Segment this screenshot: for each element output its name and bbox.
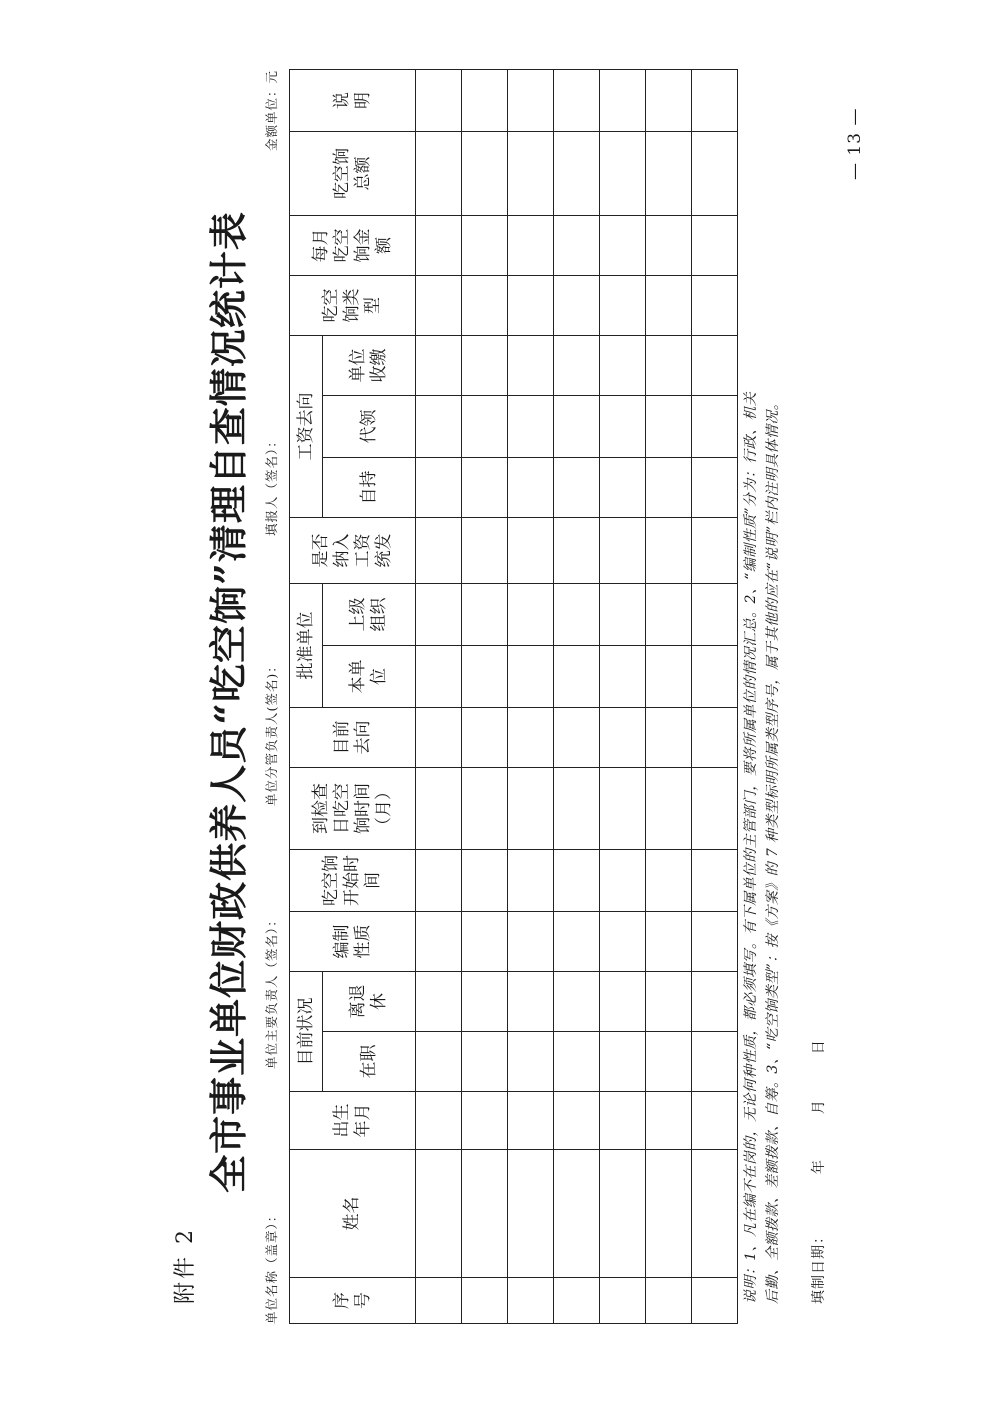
table-cell[interactable] [554,518,600,584]
table-cell[interactable] [462,646,508,708]
table-cell[interactable] [462,912,508,972]
table-cell[interactable] [554,132,600,216]
table-cell[interactable] [600,1150,646,1278]
table-cell[interactable] [692,972,738,1032]
table-cell[interactable] [554,1092,600,1150]
table-cell[interactable] [462,1032,508,1092]
table-cell[interactable] [600,396,646,458]
table-cell[interactable] [508,276,554,336]
amount-unit-label: 金额单位：元 [264,70,279,152]
table-cell[interactable] [554,336,600,396]
col-whereabouts: 目前去向 [290,708,416,768]
table-cell[interactable] [462,132,508,216]
table-cell[interactable] [554,1032,600,1092]
col-salary-self: 自持 [323,458,416,518]
table-cell[interactable] [462,396,508,458]
table-cell[interactable] [646,1150,692,1278]
col-approval-superior: 上级组织 [323,584,416,646]
table-cell[interactable] [508,216,554,276]
table-cell[interactable] [600,768,646,850]
table-cell[interactable] [646,584,692,646]
table-cell[interactable] [646,458,692,518]
table-cell[interactable] [554,276,600,336]
table-cell[interactable] [508,396,554,458]
table-cell[interactable] [508,708,554,768]
table-cell[interactable] [554,646,600,708]
table-cell[interactable] [416,1150,462,1278]
table-cell[interactable] [508,768,554,850]
table-cell[interactable] [646,396,692,458]
table-cell[interactable] [600,584,646,646]
table-body [416,70,738,1324]
table-cell[interactable] [600,70,646,132]
table-cell[interactable] [416,768,462,850]
table-row[interactable] [692,70,738,1324]
table-cell[interactable] [600,708,646,768]
col-salary-group: 工资去向 [290,336,323,518]
col-staff-type: 编制性质 [290,912,416,972]
table-cell[interactable] [508,1092,554,1150]
table-cell[interactable] [692,850,738,912]
note-line: 后勤、全额拨款、差额拨款、自筹。3、“吃空饷类型”：按《方案》的 7 种类型标明所属类型序号，属于其他的应在“说明”栏内注明具体情况。 [765,395,781,1304]
table-cell[interactable] [646,216,692,276]
table-cell[interactable] [462,336,508,396]
table-row[interactable] [646,70,692,1324]
col-salary-proxy: 代领 [323,396,416,458]
table-cell[interactable] [508,336,554,396]
table-cell[interactable] [508,1032,554,1092]
table-cell[interactable] [692,708,738,768]
table-cell[interactable] [462,1150,508,1278]
fill-date-year: 年 [811,1159,827,1175]
table-cell[interactable] [416,972,462,1032]
note-line: 说明：1、凡在编不在岗的，无论何种性质，都必须填写。有下属单位的主管部门，要将所属单位的情况汇总。2、“编制性质”分为：行政、机关 [743,391,759,1304]
table-cell[interactable] [508,132,554,216]
table-cell[interactable] [646,336,692,396]
col-monthly: 每月吃空饷金额 [290,216,416,276]
table-cell[interactable] [554,972,600,1032]
col-birth: 出生年月 [290,1092,416,1150]
table-cell[interactable] [462,70,508,132]
table-cell[interactable] [416,458,462,518]
col-status-active: 在职 [323,1032,416,1092]
table-cell[interactable] [416,584,462,646]
table-cell[interactable] [554,1278,600,1324]
table-cell[interactable] [692,518,738,584]
table-cell[interactable] [646,708,692,768]
table-cell[interactable] [600,850,646,912]
table-cell[interactable] [646,70,692,132]
table-cell[interactable] [462,1092,508,1150]
unit-name-label: 单位名称（盖章）： [264,1208,279,1324]
table-cell[interactable] [554,768,600,850]
table-cell[interactable] [692,768,738,850]
table-cell[interactable] [600,458,646,518]
table-cell[interactable] [692,584,738,646]
table-cell[interactable] [692,216,738,276]
table-cell[interactable] [692,458,738,518]
table-cell[interactable] [462,584,508,646]
table-cell[interactable] [600,1092,646,1150]
table-cell[interactable] [416,336,462,396]
table-cell[interactable] [508,458,554,518]
attachment-label: 附件 2 [173,1227,198,1304]
table-row[interactable] [416,70,462,1324]
table-cell[interactable] [416,70,462,132]
table-cell[interactable] [462,276,508,336]
table-cell[interactable] [554,458,600,518]
col-in-payroll: 是否纳入工资统发 [290,518,416,584]
table-row[interactable] [508,70,554,1324]
table-cell[interactable] [508,972,554,1032]
table-cell[interactable] [692,336,738,396]
table-cell[interactable] [600,912,646,972]
table-row[interactable] [462,70,508,1324]
table-cell[interactable] [600,1278,646,1324]
table-cell[interactable] [692,70,738,132]
filled-by-label: 填报人（签名）： [264,434,279,536]
table-cell[interactable] [646,276,692,336]
col-name: 姓名 [290,1150,416,1278]
table-cell[interactable] [554,912,600,972]
main-leader-label: 单位主要负责人（签名）： [264,913,279,1069]
table-cell[interactable] [600,132,646,216]
table-cell[interactable] [554,1150,600,1278]
table-cell[interactable] [692,1092,738,1150]
table-cell[interactable] [416,216,462,276]
table-cell[interactable] [600,216,646,276]
table-cell[interactable] [508,584,554,646]
table-cell[interactable] [508,1278,554,1324]
table-cell[interactable] [508,912,554,972]
table-cell[interactable] [508,70,554,132]
table-cell[interactable] [646,132,692,216]
table-cell[interactable] [416,850,462,912]
table-cell[interactable] [416,1278,462,1324]
table-cell[interactable] [554,708,600,768]
table-cell[interactable] [416,646,462,708]
col-start-time: 吃空饷开始时间 [290,850,416,912]
table-cell[interactable] [508,850,554,912]
table-cell[interactable] [554,70,600,132]
table-cell[interactable] [508,646,554,708]
table-cell[interactable] [600,1032,646,1092]
table-cell[interactable] [508,1150,554,1278]
table-row[interactable] [600,70,646,1324]
fill-date-month: 月 [811,1099,827,1115]
col-status-retired: 离退休 [323,972,416,1032]
table-cell[interactable] [646,1032,692,1092]
col-remark: 说明 [290,70,416,132]
table-cell[interactable] [554,584,600,646]
table-cell[interactable] [508,518,554,584]
table-cell[interactable] [646,1092,692,1150]
col-seq: 序号 [290,1278,416,1324]
table-header-row-1 [290,70,323,1324]
table-cell[interactable] [462,708,508,768]
table-cell[interactable] [600,336,646,396]
table-cell[interactable] [692,1278,738,1324]
table-cell[interactable] [646,972,692,1032]
table-cell[interactable] [646,1278,692,1324]
col-duration: 到检查日吃空饷时间（月） [290,768,416,850]
table-cell[interactable] [646,518,692,584]
table-cell[interactable] [462,972,508,1032]
table-cell[interactable] [646,850,692,912]
table-cell[interactable] [416,912,462,972]
table-cell[interactable] [692,1150,738,1278]
table-cell[interactable] [600,276,646,336]
table-cell[interactable] [462,518,508,584]
fill-date-label: 填制日期： [811,1229,827,1304]
table-cell[interactable] [600,972,646,1032]
table-cell[interactable] [462,216,508,276]
table-cell[interactable] [554,396,600,458]
deputy-leader-label: 单位分管负责人(签名)： [264,659,279,806]
table-cell[interactable] [646,912,692,972]
table-cell[interactable] [692,132,738,216]
table-cell[interactable] [416,1032,462,1092]
col-approval-self: 本单位 [323,646,416,708]
col-type: 吃空饷类型 [290,276,416,336]
col-status-group: 目前状况 [290,972,323,1092]
table-cell[interactable] [646,768,692,850]
table-cell[interactable] [692,396,738,458]
table-cell[interactable] [692,912,738,972]
table-cell[interactable] [692,1032,738,1092]
table-cell[interactable] [600,646,646,708]
table-cell[interactable] [462,458,508,518]
table-cell[interactable] [462,850,508,912]
col-salary-collected: 单位收缴 [323,336,416,396]
table-cell[interactable] [554,216,600,276]
table-cell[interactable] [462,1278,508,1324]
table-cell[interactable] [600,518,646,584]
table-cell[interactable] [416,1092,462,1150]
table-cell[interactable] [416,132,462,216]
col-total: 吃空饷总额 [290,132,416,216]
table-cell[interactable] [646,646,692,708]
table-cell[interactable] [416,396,462,458]
fill-date-day: 日 [811,1039,827,1055]
statistics-table [289,69,738,1324]
table-cell[interactable] [416,708,462,768]
form-title: 全市事业单位财政供养人员“吃空饷”清理自查情况统计表 [206,211,251,1193]
page-number: — 13 — [845,107,865,180]
notes-block [740,54,784,1304]
table-row[interactable] [554,70,600,1324]
col-approval-group: 批准单位 [290,584,323,708]
table-cell[interactable] [692,646,738,708]
table-cell[interactable] [692,276,738,336]
table-cell[interactable] [416,518,462,584]
table-cell[interactable] [416,276,462,336]
table-cell[interactable] [554,850,600,912]
table-cell[interactable] [462,768,508,850]
fill-date [808,1039,828,1304]
